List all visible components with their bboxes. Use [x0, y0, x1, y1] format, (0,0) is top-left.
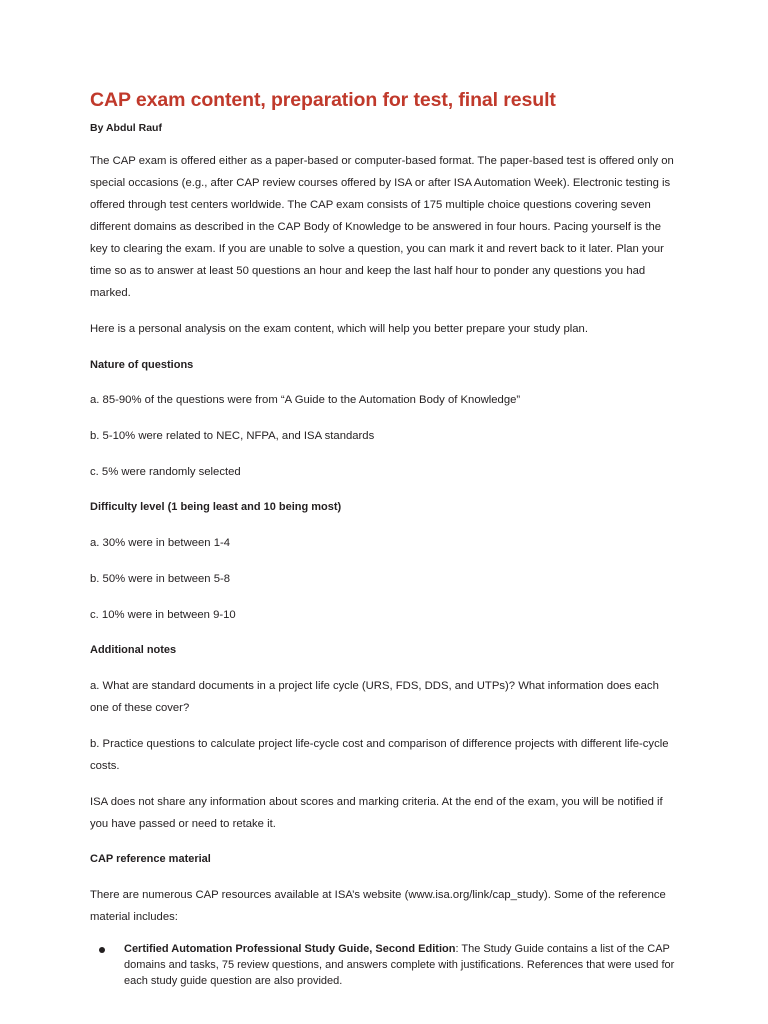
list-item: b. Practice questions to calculate project life-cycle cost and comparison of difference projects with different life-cycle costs. — [90, 738, 669, 773]
bullet-text: : The Study Guide contains a list of the CAP domains and tasks, 75 review questions, and answers complete with justifications. References that were used for each study guide question are also provided. — [124, 943, 675, 988]
section-heading-additional-notes: Additional notes — [90, 644, 177, 657]
reference-lead-paragraph: There are numerous CAP resources available at ISA’s website (www.isa.org/link/cap_study). Some of the reference material includes: — [90, 889, 666, 924]
bullet-icon — [99, 947, 105, 953]
intro-paragraph: The CAP exam is offered either as a paper-based or computer-based format. The paper-based test is offered only on special occasions (e.g., after CAP review courses offered by ISA or after ISA Automation Week). Electronic testing is offered through test centers worldwide. The CAP exam consists of 175 multiple choice questions covering seven different domains as described in the CAP Body of Knowledge to be answered in four hours. Pacing yourself is the key to clearing the exam. If you are unable to solve a question, you can mark it and revert back to it later. Plan your time so as to answer at least 50 questions an hour and keep the last half hour to ponder any questions you had marked. — [90, 155, 674, 300]
byline: By Abdul Rauf — [90, 122, 162, 135]
list-item — [90, 942, 676, 990]
list-item: b. 5-10% were related to NEC, NFPA, and ISA standards — [90, 430, 375, 443]
section-heading-difficulty-level: Difficulty level (1 being least and 10 being most) — [90, 501, 342, 514]
scores-paragraph: ISA does not share any information about scores and marking criteria. At the end of the exam, you will be notified if you have passed or need to retake it. — [90, 796, 663, 831]
reference-material-list — [90, 942, 676, 990]
bullet-title: Certified Automation Professional Study Guide, Second Edition — [124, 943, 456, 956]
list-item: c. 5% were randomly selected — [90, 466, 241, 479]
page-title: CAP exam content, preparation for test, final result — [90, 89, 556, 111]
list-item: a. 85-90% of the questions were from “A Guide to the Automation Body of Knowledge” — [90, 394, 521, 407]
section-heading-nature-of-questions: Nature of questions — [90, 358, 194, 371]
analysis-lead-paragraph: Here is a personal analysis on the exam content, which will help you better prepare your study plan. — [90, 323, 588, 336]
list-item: c. 10% were in between 9-10 — [90, 609, 236, 622]
list-item: a. What are standard documents in a project life cycle (URS, FDS, DDS, and UTPs)? What information does each one of these cover? — [90, 680, 659, 715]
list-item: b. 50% were in between 5-8 — [90, 573, 231, 586]
section-heading-cap-reference-material: CAP reference material — [90, 853, 211, 866]
list-item: a. 30% were in between 1-4 — [90, 537, 231, 550]
